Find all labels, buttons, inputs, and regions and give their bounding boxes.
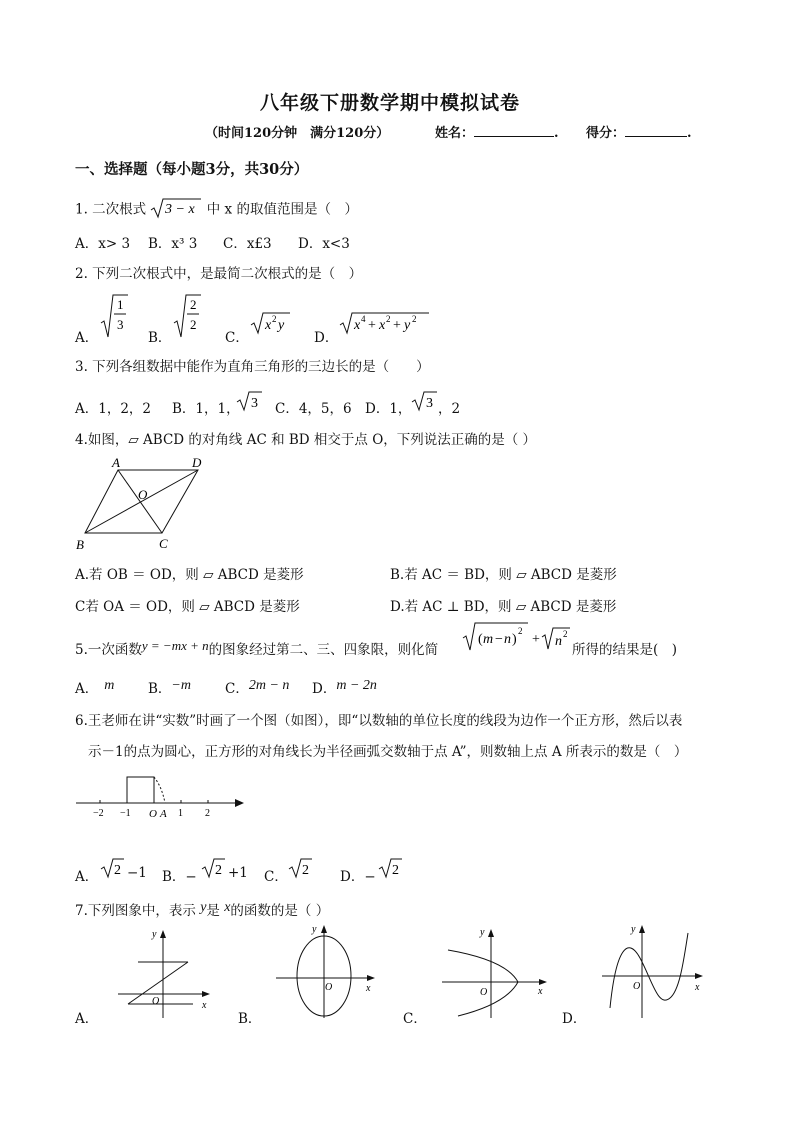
- q4-option-c: C若 OA ＝ OD，则 ▱ ABCD 是菱形: [75, 599, 300, 615]
- q4-label-o: O: [138, 487, 148, 502]
- q3-option-d-text1: D．1，: [365, 401, 412, 417]
- q7-b-origin-label: O: [325, 982, 333, 993]
- score-blank: [625, 124, 687, 137]
- svg-text:2: 2: [272, 314, 277, 324]
- question-4: 4.如图，▱ ABCD 的对角线 AC 和 BD 相交于点 O，下列说法正确的是（ ）: [75, 432, 537, 448]
- q6-option-a-sqrt2: [100, 856, 126, 880]
- score-dot: .: [687, 126, 692, 141]
- q7-graph-b: [270, 918, 382, 1022]
- q4-option-d: D.若 AC ⊥ BD，则 ▱ ABCD 是菱形: [390, 599, 617, 615]
- q2-option-d-expr: [339, 310, 431, 336]
- question-6-line2: 示－1的点为圆心，正方形的对角线长为半径画弧交数轴于点 A”，则数轴上点 A 所表示的数是（ ）: [88, 744, 688, 760]
- q5-suffix: 所得的结果是( ): [572, 642, 678, 658]
- q6-option-d-sqrt2: [378, 856, 404, 880]
- q1-suffix: 中 x 的取值范围是（ ）: [206, 201, 358, 218]
- svg-text:n: n: [555, 634, 562, 649]
- svg-text:2: 2: [386, 314, 391, 324]
- svg-text:2: 2: [302, 863, 309, 878]
- q4-label-c: C: [159, 536, 168, 551]
- svg-text:4: 4: [361, 314, 366, 324]
- q6-tick-neg1: −1: [120, 808, 131, 819]
- name-field: [435, 122, 559, 141]
- q6-option-b-label: B．−: [162, 869, 197, 885]
- question-1: [75, 196, 358, 224]
- q7-graph-a: [108, 922, 220, 1022]
- q1-sqrt: [150, 196, 202, 224]
- q7-d-origin-label: O: [633, 981, 641, 992]
- name-dot: .: [554, 126, 559, 141]
- exam-time-info: （时间120分钟 满分120分）: [205, 126, 390, 141]
- q6-tick-1: 1: [178, 808, 183, 819]
- svg-text:−: −: [495, 632, 503, 647]
- question-5: [75, 638, 438, 658]
- q5-option-b-value: −m: [171, 678, 191, 693]
- q6-option-c-sqrt2: [288, 856, 314, 880]
- q7-suffix: 的函数的是（ ）: [230, 903, 330, 919]
- q5-expression: [462, 620, 572, 652]
- q7-c-x-label: x: [538, 986, 543, 997]
- svg-text:n: n: [504, 632, 511, 647]
- q6-option-a-label: A．: [75, 869, 99, 885]
- q7-option-c-label: C．: [403, 1011, 427, 1027]
- svg-text:x: x: [354, 318, 361, 333]
- name-label: 姓名：: [435, 126, 475, 141]
- q2-option-c-label: C．: [225, 330, 249, 346]
- q7-y-var: y: [200, 900, 207, 915]
- q7-graph-c: [436, 922, 552, 1022]
- q7-option-a-label: A．: [75, 1011, 99, 1027]
- svg-text:2: 2: [190, 317, 197, 332]
- q3-option-d-sqrt3: [411, 389, 439, 413]
- svg-text:2: 2: [114, 863, 121, 878]
- q6-point-a: A: [160, 808, 167, 820]
- q5-option-a-value: m: [104, 678, 115, 693]
- q6-option-b-tail: +1: [228, 865, 248, 881]
- q6-tick-neg2: −2: [93, 808, 104, 819]
- q2-option-b-expr: [173, 293, 203, 339]
- svg-text:2: 2: [518, 626, 523, 636]
- q5-option-b: [148, 677, 191, 697]
- q7-b-x-label: x: [366, 983, 371, 994]
- score-field: [586, 122, 692, 141]
- q7-prefix: 7.下列图象中，表示: [75, 903, 196, 919]
- question-6-line1: 6.王老师在讲“实数”时画了一个图（如图），即“以数轴的单位长度的线段为边作一个正方形，然后以表: [75, 713, 683, 729]
- q5-option-c-label: C．: [225, 681, 249, 697]
- q7-option-d-label: D．: [562, 1011, 587, 1027]
- q4-label-d: D: [192, 455, 202, 470]
- q1-option-b: B．x³ 3: [148, 236, 198, 252]
- q6-option-c-label: C．: [264, 869, 288, 885]
- q3-option-b-text: B．1，1，: [172, 401, 240, 417]
- svg-text:+: +: [393, 318, 401, 333]
- q3-option-b-sqrt3: [236, 389, 264, 413]
- q5-middle: 的图象经过第二、三、四象限，则化简: [208, 642, 439, 658]
- q6-tick-origin: O: [149, 808, 157, 820]
- q7-a-origin-label: O: [152, 996, 160, 1007]
- q2-option-a-label: A．: [75, 330, 99, 346]
- svg-text:m: m: [483, 632, 494, 647]
- q6-option-d-label: D．−: [340, 869, 376, 885]
- svg-text:3: 3: [251, 396, 258, 411]
- svg-text:y: y: [278, 318, 285, 333]
- q3-option-a: A．1，2，2: [75, 401, 152, 417]
- question-7: [75, 899, 329, 919]
- q5-prefix: 5.一次函数: [75, 642, 142, 658]
- question-2: 2. 下列二次根式中，是最简二次根式的是（ ）: [75, 266, 363, 282]
- q7-a-x-label: x: [202, 1000, 207, 1011]
- page-title: 八年级下册数学期中模拟试卷: [260, 92, 521, 114]
- q7-mid: 是: [206, 903, 220, 919]
- q6-number-line-figure: [72, 770, 247, 822]
- q7-a-y-label: y: [152, 929, 157, 940]
- q7-d-x-label: x: [695, 982, 700, 993]
- q5-option-a-label: A．: [75, 681, 99, 697]
- svg-text:2: 2: [190, 297, 197, 312]
- q2-option-b-label: B．: [148, 330, 172, 346]
- q7-c-y-label: y: [480, 927, 485, 938]
- q5-option-c-value: 2m − n: [248, 678, 290, 693]
- section-heading: 一、选择题（每小题3分，共30分）: [75, 161, 309, 178]
- q1-option-a: A．x> 3: [75, 236, 131, 252]
- svg-text:x: x: [265, 318, 272, 333]
- q6-option-a-tail: −1: [127, 865, 147, 881]
- svg-text:y: y: [404, 318, 411, 333]
- q2-option-c-expr: [250, 310, 292, 336]
- q5-option-b-label: B．: [148, 681, 172, 697]
- q6-option-b-sqrt2: [201, 856, 227, 880]
- svg-text:2: 2: [412, 314, 417, 324]
- svg-text:3: 3: [426, 396, 433, 411]
- svg-text:): ): [512, 632, 517, 647]
- q2-option-a-expr: [100, 293, 130, 339]
- q5-option-c: [225, 677, 289, 697]
- svg-text:2: 2: [215, 863, 222, 878]
- svg-text:+: +: [532, 632, 540, 647]
- q7-graph-d: [598, 918, 710, 1022]
- q5-option-d-label: D．: [312, 681, 337, 697]
- svg-text:(: (: [478, 632, 483, 647]
- svg-text:2: 2: [563, 629, 568, 639]
- svg-text:3: 3: [117, 317, 124, 332]
- q7-c-origin-label: O: [480, 987, 488, 998]
- q3-option-b: [172, 397, 240, 417]
- q6-tick-2: 2: [205, 808, 210, 819]
- q4-label-a: A: [112, 455, 120, 470]
- svg-text:+: +: [368, 318, 376, 333]
- q2-option-d-label: D．: [314, 330, 339, 346]
- q4-label-b: B: [76, 537, 84, 552]
- q7-b-y-label: y: [312, 924, 317, 935]
- q4-option-a: A.若 OB ＝ OD，则 ▱ ABCD 是菱形: [75, 567, 304, 583]
- q5-option-a: [75, 677, 114, 697]
- q5-function: y = −mx + n: [141, 638, 209, 653]
- q7-d-y-label: y: [631, 924, 636, 935]
- svg-text:2: 2: [392, 863, 399, 878]
- q4-option-b: B.若 AC ＝ BD，则 ▱ ABCD 是菱形: [390, 567, 617, 583]
- q3-option-c: C．4，5，6: [275, 401, 352, 417]
- svg-text:1: 1: [117, 297, 124, 312]
- q3-option-d: [365, 397, 411, 417]
- q5-option-d: [312, 677, 377, 697]
- q7-x-var: x: [224, 900, 231, 915]
- q1-option-c: C．x£3: [223, 236, 272, 252]
- q1-option-d: D．x<3: [298, 236, 350, 252]
- q1-radicand: 3 − x: [165, 202, 196, 217]
- question-3: 3. 下列各组数据中能作为直角三角形的三边长的是（ ）: [75, 359, 430, 375]
- q4-parallelogram-figure: [70, 455, 220, 555]
- score-label: 得分：: [586, 126, 626, 141]
- name-blank: [474, 124, 554, 137]
- q7-option-b-label: B．: [238, 1011, 262, 1027]
- q1-prefix: 1. 二次根式: [75, 201, 147, 218]
- q5-option-d-value: m − 2n: [336, 678, 377, 693]
- q3-option-d-tail: ，2: [438, 401, 461, 417]
- svg-text:x: x: [379, 318, 386, 333]
